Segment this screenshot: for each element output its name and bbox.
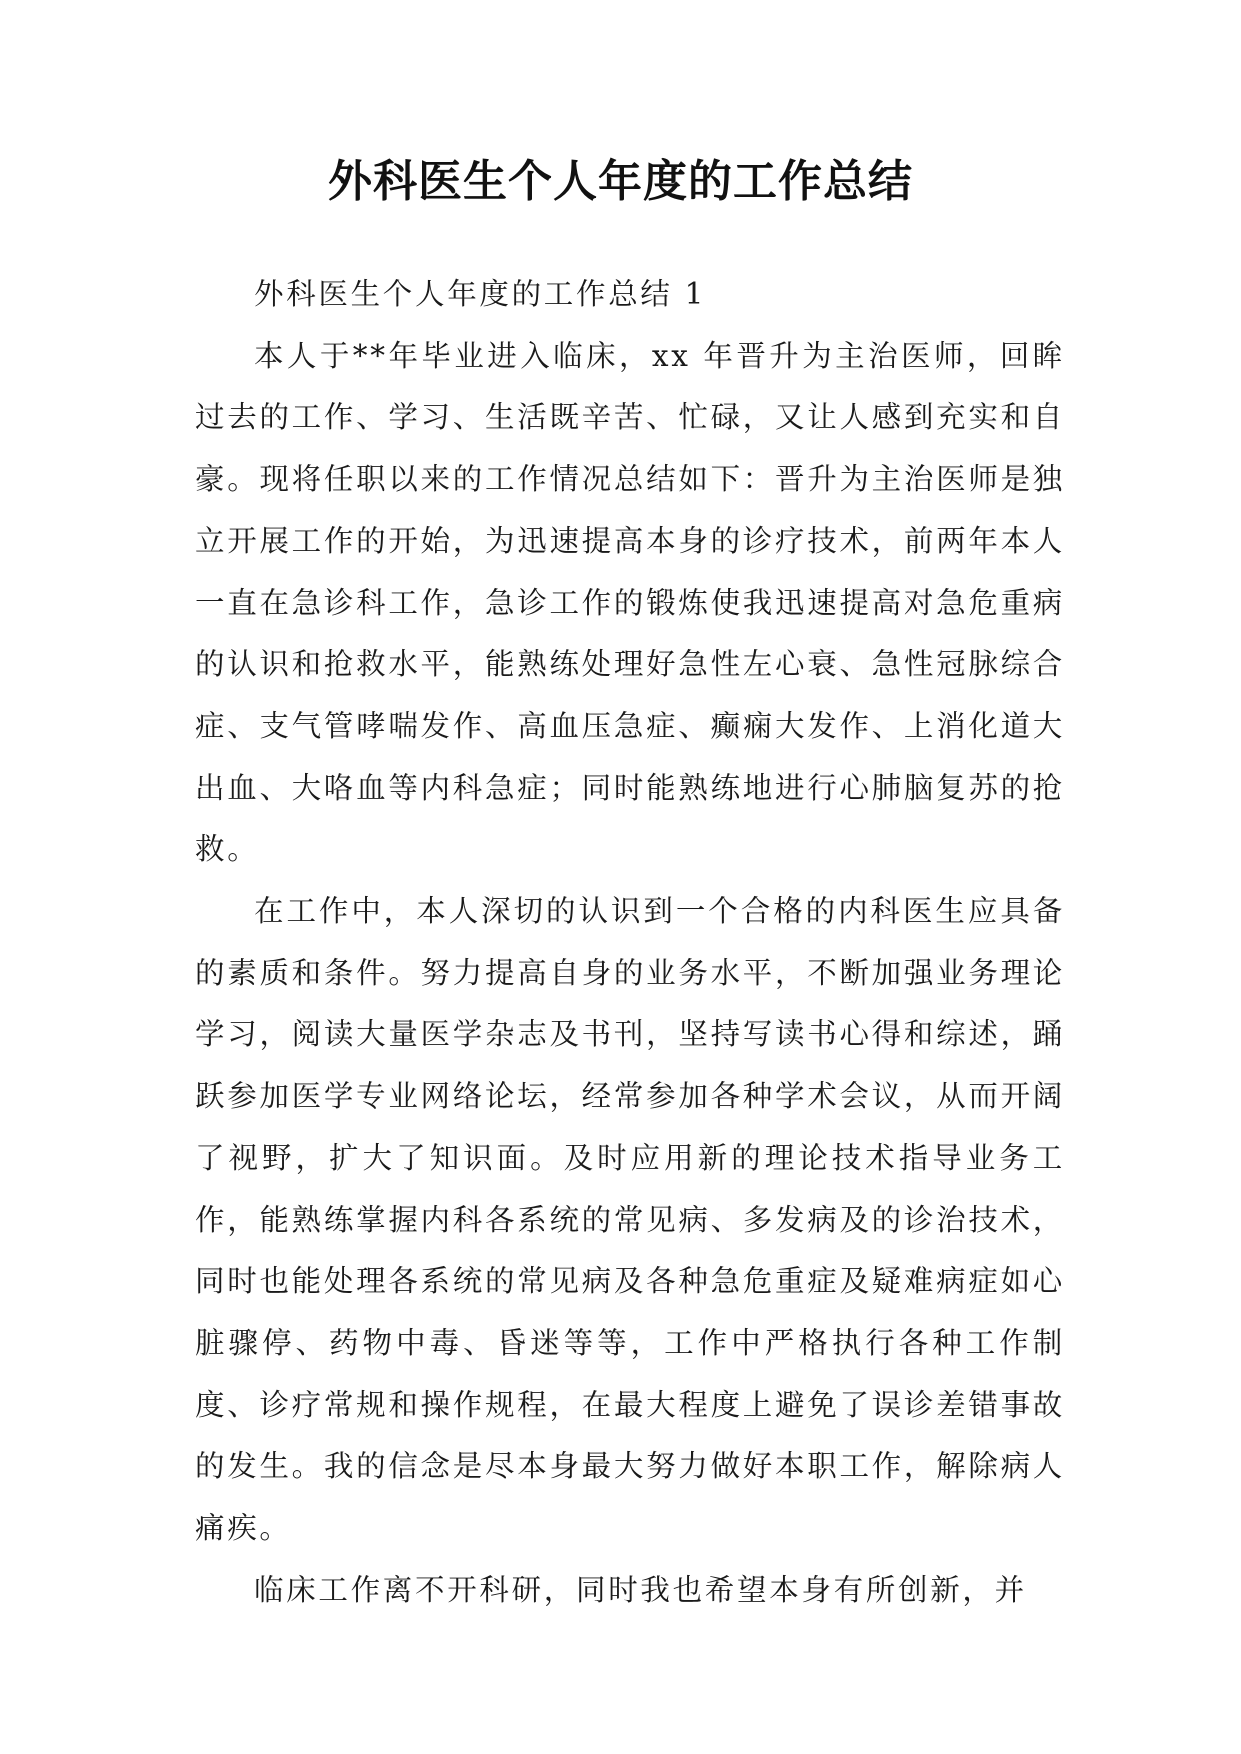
paragraph-subtitle: 外科医生个人年度的工作总结 1 xyxy=(254,277,707,311)
document-title: 外科医生个人年度的工作总结 xyxy=(328,156,913,207)
paragraph-intro: 本人于**年毕业进入临床，xx 年晋升为主治医师，回眸过去的工作、学习、生活既辛苦、忙碌，又让人感到充实和自豪。现将任职以来的工作情况总结如下：晋升为主治医师是独立开展工作的开始，为迅速提高本身的诊疗技术，前两年本人一直在急诊科工作，急诊工作的锻炼使我迅速提高对急危重病的认识和抢救水平，能熟练处理好急性左心衰、急性冠脉综合症、支气管哮喘发作、高血压急症、癫痫大发作、上消化道大出血、大咯血等内科急症；同时能熟练地进行心肺脑复苏的抢救。 xyxy=(195,338,1065,867)
paragraph-work-attitude: 在工作中，本人深切的认识到一个合格的内科医生应具备的素质和条件。努力提高自身的业务水平，不断加强业务理论学习，阅读大量医学杂志及书刊，坚持写读书心得和综述，踊跃参加医学专业网络论坛，经常参加各种学术会议，从而开阔了视野，扩大了知识面。及时应用新的理论技术指导业务工作，能熟练掌握内科各系统的常见病、多发病及的诊治技术，同时也能处理各系统的常见病及各种急危重症及疑难病症如心脏骤停、药物中毒、昏迷等等，工作中严格执行各种工作制度、诊疗常规和操作规程，在最大程度上避免了误诊差错事故的发生。我的信念是尽本身最大努力做好本职工作，解除病人痛疾。 xyxy=(195,894,1065,1546)
document-body xyxy=(195,264,1065,1621)
paragraph-research: 临床工作离不开科研，同时我也希望本身有所创新，并 xyxy=(254,1572,1027,1607)
